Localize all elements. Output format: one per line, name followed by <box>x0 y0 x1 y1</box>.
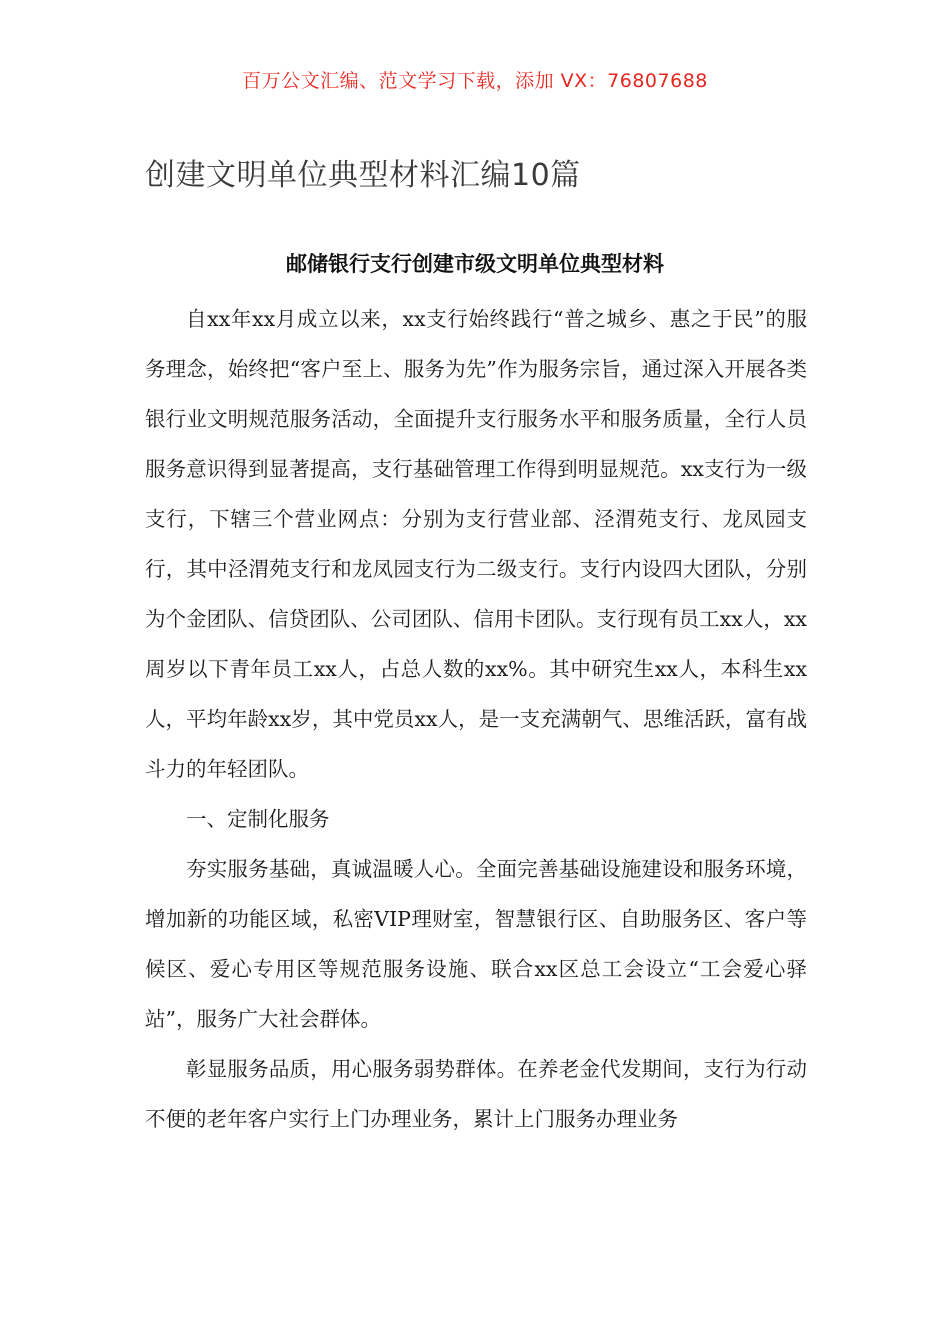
document-title: 创建文明单位典型材料汇编10篇 <box>145 158 581 193</box>
header-notice: 百万公文汇编、范文学习下载，添加 VX：76807688 <box>242 70 708 92</box>
paragraph: 自xx年xx月成立以来，xx支行始终践行“普之城乡、惠之于民”的服务理念，始终把“客户至上、服务为先”作为服务宗旨，通过深入开展各类银行业文明规范服务活动，全面提升支行服务水平和服务质量，全行人员服务意识得到显著提高，支行基础管理工作得到明显规范。xx支行为一级支行，下辖三个营业网点：分别为支行营业部、泾渭苑支行、龙凤园支行，其中泾渭苑支行和龙凤园支行为二级支行。支行内设四大团队，分别为个金团队、信贷团队、公司团队、信用卡团队。支行现有员工xx人，xx周岁以下青年员工xx人，占总人数的xx%。其中研究生xx人，本科生xx人，平均年龄xx岁，其中党员xx人，是一支充满朝气、思维活跃，富有战斗力的年轻团队。 <box>145 307 807 781</box>
section-heading: 一、定制化服务 <box>186 807 330 831</box>
paragraph: 彰显服务品质，用心服务弱势群体。在养老金代发期间，支行为行动不便的老年客户实行上门办理业务，累计上门服务办理业务 <box>145 1057 807 1131</box>
article-title: 邮储银行支行创建市级文明单位典型材料 <box>286 252 664 276</box>
article-body <box>145 294 807 1144</box>
paragraph: 夯实服务基础，真诚温暖人心。全面完善基础设施建设和服务环境，增加新的功能区域，私密VIP理财室，智慧银行区、自助服务区、客户等候区、爱心专用区等规范服务设施、联合xx区总工会设立“工会爱心驿站”，服务广大社会群体。 <box>145 857 807 1031</box>
